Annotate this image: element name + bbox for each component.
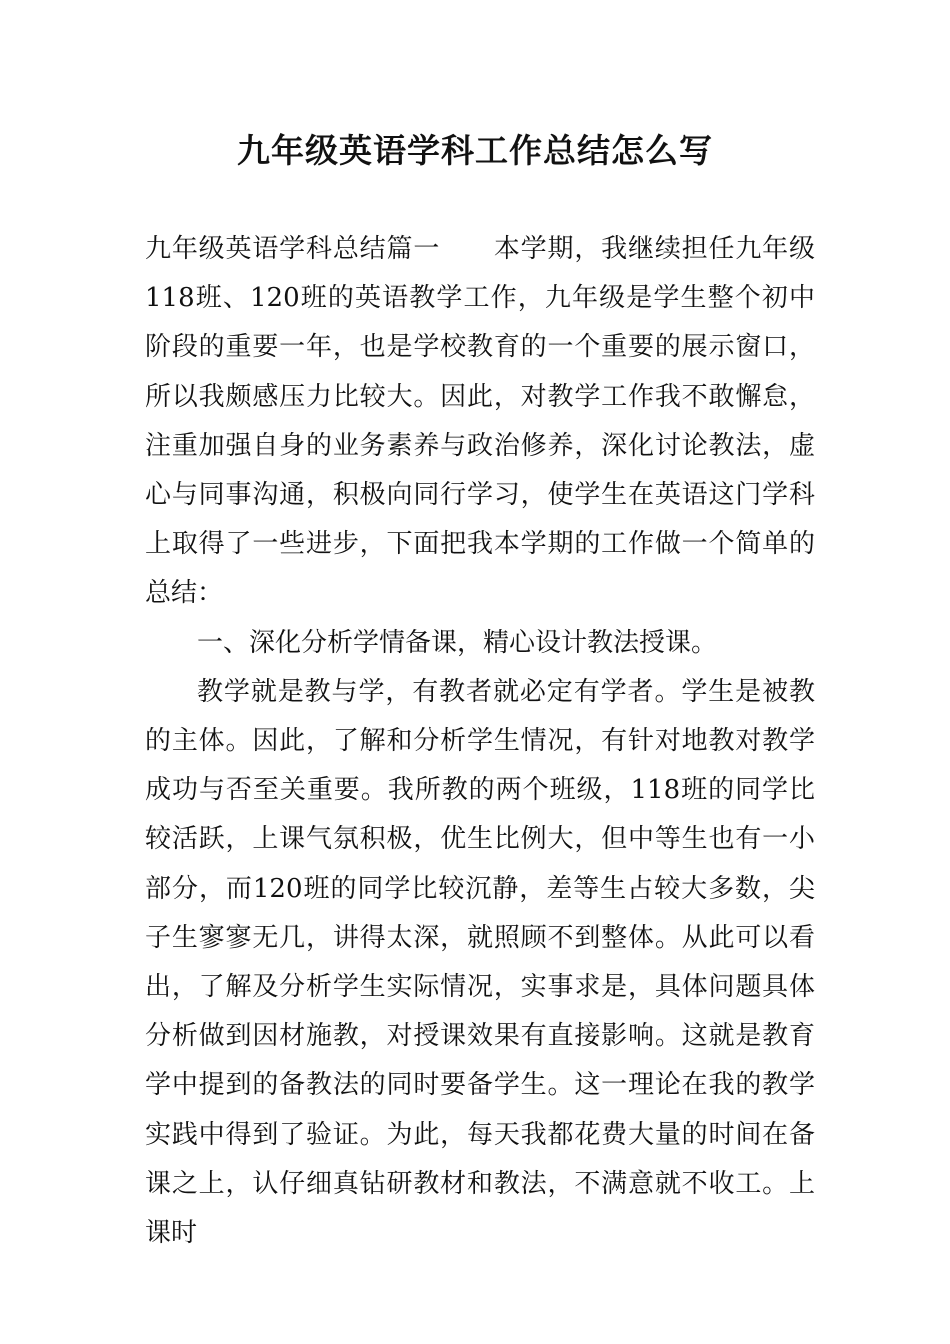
- document-body: [145, 225, 815, 1258]
- document-title: 九年级英语学科工作总结怎么写: [237, 131, 713, 170]
- paragraph-intro: 九年级英语学科总结篇一 本学期，我继续担任九年级118班、120班的英语教学工作，九年级是学生整个初中阶段的重要一年，也是学校教育的一个重要的展示窗口，所以我颇感压力比较大。因此，对教学工作我不敢懈怠，注重加强自身的业务素养与政治修养，深化讨论教法，虚心与同事沟通，积极向同行学习，使学生在英语这门学科上取得了一些进步，下面把我本学期的工作做一个简单的总结：: [145, 234, 815, 609]
- paragraph-body: 教学就是教与学，有教者就必定有学者。学生是被教的主体。因此，了解和分析学生情况，有针对地教对教学成功与否至关重要。我所教的两个班级，118班的同学比较活跃，上课气氛积极，优生比例大，但中等生也有一小部分，而120班的同学比较沉静，差等生占较大多数，尖子生寥寥无几，讲得太深，就照顾不到整体。从此可以看出，了解及分析学生实际情况，实事求是，具体问题具体分析做到因材施教，对授课效果有直接影响。这就是教育学中提到的备教法的同时要备学生。这一理论在我的教学实践中得到了验证。为此，每天我都花费大量的时间在备课之上，认仔细真钻研教材和教法，不满意就不收工。上课时: [145, 676, 815, 1249]
- section-heading: 一、深化分析学情备课，精心设计教法授课。: [197, 627, 718, 658]
